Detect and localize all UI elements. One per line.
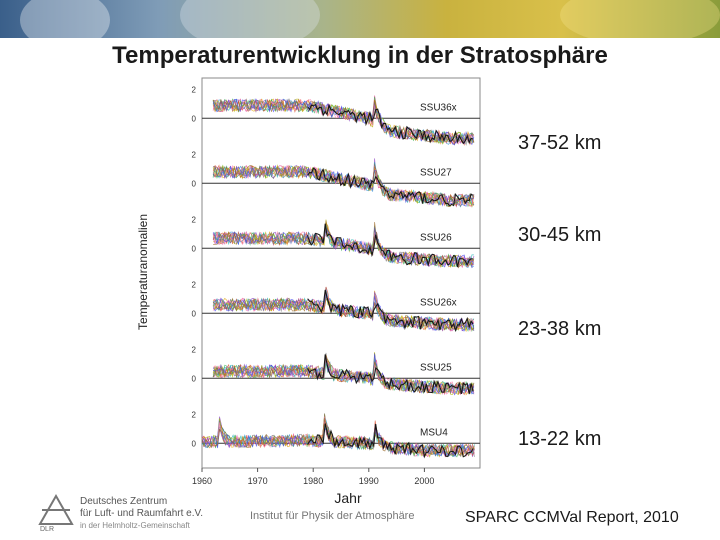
height-range-label: 13-22 km (518, 428, 602, 450)
y-tick-label: 0 (191, 114, 196, 124)
institute-label: Institut für Physik der Atmosphäre (250, 510, 415, 522)
source-citation: SPARC CCMVal Report, 2010 (465, 509, 679, 526)
panel-label: SSU25 (420, 362, 452, 374)
x-tick-label: 1970 (247, 476, 268, 486)
svg-text:DLR: DLR (40, 526, 55, 532)
banner-decoration (20, 0, 110, 38)
y-axis-label: Temperaturanomalien (136, 213, 150, 331)
banner-decoration (560, 0, 720, 38)
y-tick-label: 2 (191, 280, 196, 290)
dlr-logo-text (80, 496, 203, 532)
page-title: Temperaturentwicklung in der Stratosphäre (112, 42, 608, 69)
stratosphere-temperature-chart (170, 70, 490, 490)
height-range-label: 23-38 km (518, 318, 602, 340)
panel-label: SSU27 (420, 167, 452, 179)
y-tick-label: 0 (191, 244, 196, 254)
panel-label: SSU26x (420, 297, 457, 309)
x-axis-label: Jahr (318, 490, 378, 506)
y-tick-label: 0 (191, 179, 196, 189)
header-banner (0, 0, 720, 38)
panel-label: SSU36x (420, 102, 457, 114)
x-tick-label: 1960 (191, 476, 213, 486)
height-range-label: 30-45 km (518, 224, 602, 246)
dlr-logo-icon (36, 492, 76, 532)
x-tick-label: 1980 (303, 476, 324, 486)
y-tick-label: 0 (191, 374, 196, 384)
x-tick-label: 1990 (358, 476, 379, 486)
logo-line: Deutsches Zentrum (80, 496, 168, 507)
y-tick-label: 2 (191, 85, 196, 95)
logo-line: für Luft- und Raumfahrt e.V. (80, 508, 204, 519)
x-tick-label: 2000 (414, 476, 435, 486)
y-tick-label: 2 (191, 410, 196, 420)
y-tick-label: 2 (191, 345, 196, 355)
height-range-label: 37-52 km (518, 132, 602, 154)
y-axis-label-wrapper (136, 192, 150, 352)
banner-decoration (180, 0, 320, 38)
y-tick-label: 0 (191, 439, 196, 449)
y-tick-label: 2 (191, 215, 196, 225)
panel-label: MSU4 (420, 427, 448, 439)
panel-label: SSU26 (420, 232, 452, 244)
y-tick-label: 2 (191, 150, 196, 160)
y-tick-label: 0 (191, 309, 196, 319)
logo-line: in der Helmholtz-Gemeinschaft (80, 521, 190, 530)
